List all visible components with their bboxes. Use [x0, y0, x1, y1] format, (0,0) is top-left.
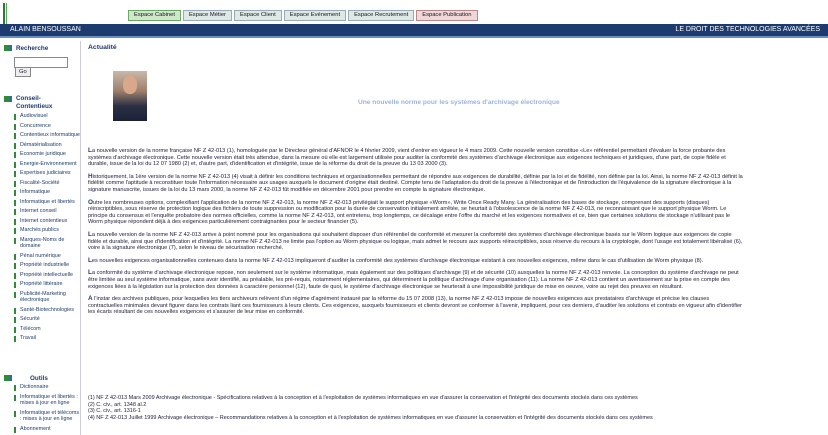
nav-item[interactable]: Fiscalité-Société [14, 180, 80, 187]
outils-nav [14, 384, 80, 435]
nav-item[interactable]: Pénal numérique [14, 253, 80, 260]
search-section-title: Recherche [16, 45, 49, 52]
section-marker-icon [9, 45, 12, 51]
article-paragraph [88, 232, 744, 252]
footnote: (2) C. civ., art. 1348 al.2 [88, 401, 147, 408]
tool-item[interactable]: Abonnement [14, 426, 80, 433]
nav-item[interactable]: Informatique et libertés [14, 199, 80, 206]
site-header [0, 24, 828, 36]
brand-name[interactable]: ALAIN BENSOUSSAN [10, 26, 81, 33]
footnote: (1) NF Z 42-013 Mars 2009 Archivage électronique - Spécifications relatives à la conception et à l'exploitation de systèmes informatiques en vue d'assurer la conservation et l'intégrité des documents stockés dans ces systèmes [88, 395, 638, 401]
nav-item[interactable]: Travail [14, 335, 80, 342]
drop-initial: L [88, 256, 92, 264]
tool-item[interactable]: Informatique et télécoms : mises à jour en ligne [14, 410, 80, 423]
nav-item[interactable]: Internet contentieux [14, 218, 80, 225]
paragraph-text: l'instar des archives publiques, pour lesquelles les tiers archiveurs relèvent d'un régime d'agrément instauré par la réforme du 15 07 2008 (13), la norme NF Z 42-013 impose de nouvelles exigences aux prestataires d'archivage et précise les clauses contractuelles minimales devant figurer dans les contrats liant ces fournisseurs à leurs clients. Ces exigences, auxquels fournisseurs et clients devront se conformer à l'avenir, impliquent, pour ces derniers, d'auditer les solutions et contrats en vigueur afin d'identifier les écarts résultant de ces nouvelles exigences et s'assurer de leur mise en conformité. [88, 296, 742, 316]
page-title: Actualité [88, 44, 117, 51]
nav-item[interactable]: Concurrence [14, 123, 80, 130]
drop-initial: O [88, 198, 93, 206]
article-paragraph [88, 270, 744, 290]
article-paragraph [88, 148, 744, 168]
nav-item[interactable]: Marchés publics [14, 227, 80, 234]
nav-item[interactable]: Dématérialisation [14, 142, 80, 149]
top-tabs [128, 10, 478, 21]
contentieux-section-title: Conseil-Contentieux [16, 95, 53, 110]
nav-item[interactable]: Publicité-Marketing électronique [14, 291, 80, 304]
contentieux-nav [14, 113, 80, 345]
author-photo [113, 71, 147, 121]
footnotes [88, 395, 744, 421]
nav-item[interactable]: Internet conseil [14, 208, 80, 215]
paragraph-text: es nouvelles exigences organisationnelles contenues dans la norme NF Z 42-013 impliqueront d'auditer la conformité des systèmes d'archivage électronique existant à ces nouvelles exigences, même dans le cas d'utilisation de Worm physique (8). [91, 257, 704, 264]
drop-initial: L [88, 147, 92, 154]
tab-espace-recrutement[interactable]: Espace Recrutement [348, 10, 414, 21]
nav-item[interactable]: Santé-Biotechnologies [14, 307, 80, 314]
nav-item[interactable]: Economie juridique [14, 151, 80, 158]
drop-initial: A [88, 295, 93, 303]
portrait-face [123, 76, 137, 94]
tool-item[interactable]: Informatique et libertés : mises à jour en ligne [14, 394, 80, 407]
article-paragraph [88, 200, 744, 226]
article-body [88, 148, 744, 322]
drop-initial: L [88, 269, 92, 277]
tab-espace-publication[interactable]: Espace Publication [416, 10, 477, 21]
article-paragraph [88, 296, 744, 316]
drop-initial: L [88, 230, 92, 238]
nav-item[interactable]: Informatique [14, 189, 80, 196]
site-slogan: LE DROIT DES TECHNOLOGIES AVANCÉES [675, 26, 820, 33]
nav-item[interactable]: Télécom [14, 326, 80, 333]
section-marker-icon [9, 96, 12, 102]
nav-item[interactable]: Marques-Noms de domaine [14, 237, 80, 250]
article-paragraph [88, 258, 744, 265]
paragraph-text: istoriquement, la 1ère version de la norme NF Z 42-013 (4) visait à définir les conditions techniques et organisationnelles permettant de répondre aux exigences de durabilité, définie par la loi et de fidélité, non définie par la loi. Ainsi, la norme NF Z 42-013 définit la fidélité comme l'aptitude à reconstituer toute l'information nécessaire aux usages auxquels le document d'origine était destiné. Compte tenu de l'adaptation du droit de la preuve à l'électronique et de l'introduction de l'équivalence de la signature électronique à la signature manuscrite, issues de la loi du 13 mars 2000, la norme NF Z 42-013 fût modifiée en décembre 2001 pour prendre en compte la signature électronique. [88, 173, 743, 193]
nav-item[interactable]: Propriété industrielle [14, 262, 80, 269]
outils-section-title: Outils [30, 375, 48, 382]
header-divider [0, 36, 828, 38]
paragraph-text: a nouvelle version de la norme NF Z 42-013 arrive à point nommé pour les organisations qui souhaitent disposer d'un référentiel de conformité et mesurer la conformité des systèmes d'archivage électronique basés sur le Worm logique aux exigences de copie fidèle et durable, ainsi que d'identification et d'intégrité. La norme NF Z 42-013 ne limite pas l'option au Worm physique ou logique, mais admet le recours aux supports réinscriptibles, sous réserve du recours à la cryptologie, dont l'usage est totalement libéralisé (6), voire à la signature électronique (7), selon le niveau de sécurisation recherché. [88, 231, 743, 252]
drop-initial: H [88, 172, 93, 180]
footnote: (3) C. civ., art. 1316-1 [88, 408, 141, 414]
nav-item[interactable]: Expertises judiciaires [14, 170, 80, 177]
tab-espace-client[interactable]: Espace Client [234, 10, 282, 21]
tab-espace-metier[interactable]: Espace Métier [183, 10, 232, 21]
tab-espace-evenement[interactable]: Espace Evénement [284, 10, 346, 21]
footnote: (4) NF Z 42-013 Juillet 1999 Archivage électronique – Recommandations relatives à la conception et à l'exploitation de systèmes informatiques en vue d'assurer la conservation et l'intégrité des documents stockés dans ces systèmes [88, 414, 653, 421]
nav-item[interactable]: Propriété littéraire [14, 281, 80, 288]
nav-item[interactable]: Sécurité [14, 316, 80, 323]
tab-espace-cabinet[interactable]: Espace Cabinet [128, 10, 181, 21]
sidebar [0, 41, 81, 435]
article-paragraph [88, 174, 744, 194]
paragraph-text: utre les nombreuses options, complexifiant l'application de la norme NF Z 42-013, la norme NF Z 42-013 privilégiait le support physique «Worm», Write Once Ready Many. La généralisation des bases de stockage, comprenant des supports (disques) réinscriptibles, sous réserve de protection logique des fichiers de toute suppression ou modification pour la durée de conservation initialement arrêtée, se heurtait à l'obsolescence de la norme NF Z 42-013, ne reconnaissant que le support physique Worm. Le principe du consensus et l'enquête probatoire des normes officielles, comme la norme NF Z 42-013, ont entretenu, trop longtemps, ce décalage entre l'offre du marché et les exigences normatives et ce, bien que certaines solutions de stockage n'utilisant pas le Worm physique répondent déjà à des exigences particulièrement contraignantes pour le secteur financier (5). [88, 199, 730, 226]
section-marker-icon [9, 375, 12, 381]
nav-item[interactable]: Propriété intellectuelle [14, 272, 80, 279]
article-headline: Une nouvelle norme pour les systèmes d'archivage électronique [358, 99, 560, 106]
paragraph-text: a conformité du système d'archivage électronique repose, non seulement sur le système informatique, mais également sur des politiques d'archivage (9) et de sécurité (10) auxquelles la norme NF Z 42-013 renvoie. La conception du système d'archivage ne peut être limitée au seul système informatique, sans avoir identifié, au préalable, les pré-requis, notamment réglementaires, qui déterminent la politique d'archivage d'une organisation (11). La norme NF Z 42-013 contient un avertissement sur la prise en compte des exigences liées à la législation sur la protection des données à caractère personnel (12), faute de quoi, le système d'archivage électronique se heurterait à une impossibilité juridique de mise en oeuvre, voire au rejet des preuves en résultant. [88, 270, 739, 290]
tool-item[interactable]: Dictionnaire [14, 384, 80, 391]
nav-item[interactable]: Energie-Environnement [14, 161, 80, 168]
search-go-button[interactable]: Go [15, 67, 31, 77]
nav-item[interactable]: Audiovisuel [14, 113, 80, 120]
paragraph-text: a nouvelle version de la norme française NF Z 42-013 (1), homologuée par le Directeur général d'AFNOR le 4 février 2009, vient d'entrer en vigueur le 4 mars 2009. Cette nouvelle version constitue «Le» référentiel permettant d'évaluer la force probante des systèmes d'archivage électronique. Cette nouvelle version était très attendue, dans la mesure où elle est largement utilisée pour auditer la conformité des systèmes d'archivage électronique aux exigences techniques et juridiques, d'une part, de copie fidèle et durable, issue de la loi du 12 07 1980 (2) et, d'autre part, d'identification et d'intégrité, issue de la réforme du droit de la preuve du 13 03 2000 (3). [88, 148, 726, 168]
nav-item[interactable]: Contentieux informatique [14, 132, 80, 139]
